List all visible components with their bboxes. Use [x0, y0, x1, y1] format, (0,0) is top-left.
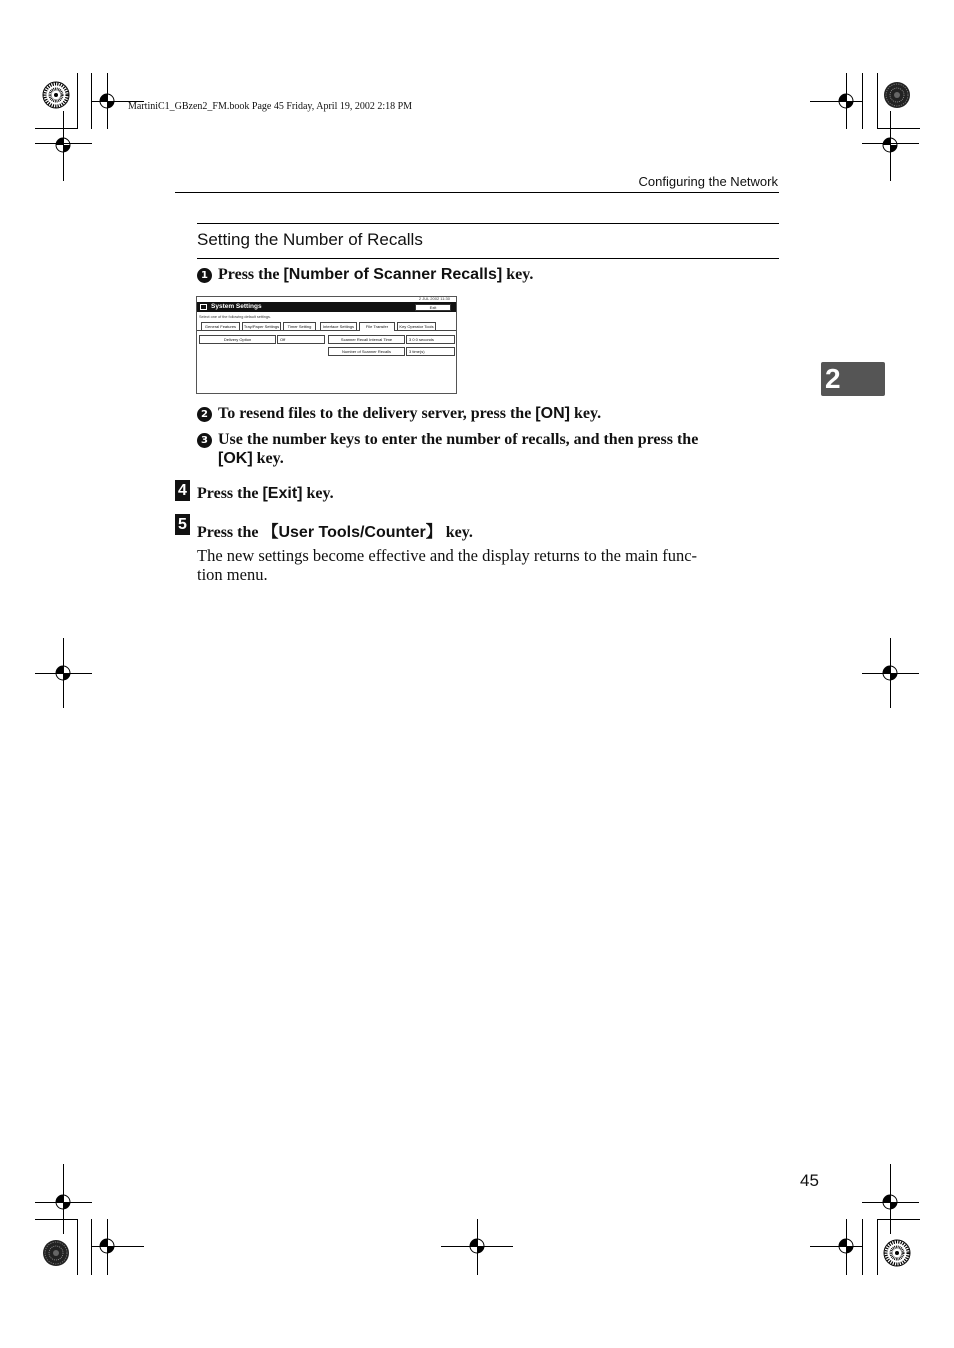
settings-icon [200, 304, 207, 310]
screen-date: 2 JUL 2002 11:30 [418, 296, 450, 301]
step-3-marker: 3 [197, 433, 212, 448]
recall-interval-button[interactable]: Scanner Recall Interval Time [328, 335, 405, 344]
section-rule-top [197, 223, 779, 224]
exit-key: [Exit] [262, 485, 303, 502]
delivery-option-value: Off [277, 335, 325, 344]
result-description: The new settings become effective and the display returns to the main func- tion menu. [197, 546, 698, 584]
tab-general-features[interactable]: General Features [201, 322, 240, 331]
screen-title: System Settings [211, 303, 262, 310]
section-title: Setting the Number of Recalls [197, 230, 423, 249]
header-rule [175, 192, 779, 193]
chapter-tab: 2 [821, 362, 885, 396]
number-of-scanner-recalls-key: [Number of Scanner Recalls] [283, 266, 503, 283]
step-1: 1 Press the [Number of Scanner Recalls] key. [197, 266, 533, 284]
step-1-marker: 1 [197, 268, 212, 283]
recall-interval-value: 3 0 0 seconds [406, 335, 455, 344]
step-4-marker: 4 [175, 480, 190, 501]
tab-key-operator-tools[interactable]: Key Operator Tools [397, 322, 436, 331]
step-5: 5 Press the 【User Tools/Counter】 key. [175, 514, 190, 535]
screen-instruction: Select one of the following default settings. [199, 315, 271, 319]
tab-timer-setting[interactable]: Timer Setting [283, 322, 316, 331]
tab-tray-paper-settings[interactable]: Tray/Paper Settings [243, 324, 280, 329]
user-tools-counter-key: 【User Tools/Counter】 [262, 524, 442, 541]
step-5-marker: 5 [175, 514, 190, 535]
tab-file-transfer[interactable]: File Transfer [359, 322, 395, 331]
number-of-scanner-recalls-value: 3 time(s) [406, 347, 455, 356]
delivery-option-button[interactable]: Delivery Option [199, 335, 276, 344]
system-settings-screen [196, 296, 457, 394]
page-number: 45 [800, 1171, 819, 1190]
on-key: [ON] [535, 405, 570, 422]
step-2-marker: 2 [197, 407, 212, 422]
number-of-scanner-recalls-button[interactable]: Number of Scanner Recalls [328, 347, 405, 356]
step-3: 3 Use the number keys to enter the number of recalls, and then press the [197, 431, 698, 449]
exit-button[interactable]: Exit [415, 304, 451, 311]
running-header: Configuring the Network [638, 174, 778, 189]
section-rule-bottom [197, 258, 779, 259]
ok-key: [OK] [218, 450, 253, 467]
print-info: MartiniC1_GBzen2_FM.book Page 45 Friday, April 19, 2002 2:18 PM [128, 101, 413, 112]
step-4: 4 Press the [Exit] key. [175, 480, 190, 501]
step-3-continued: [OK] key. [218, 450, 284, 467]
tab-interface-settings[interactable]: Interface Settings [320, 322, 357, 331]
step-2: 2 To resend files to the delivery server, press the [ON] key. [197, 405, 601, 423]
